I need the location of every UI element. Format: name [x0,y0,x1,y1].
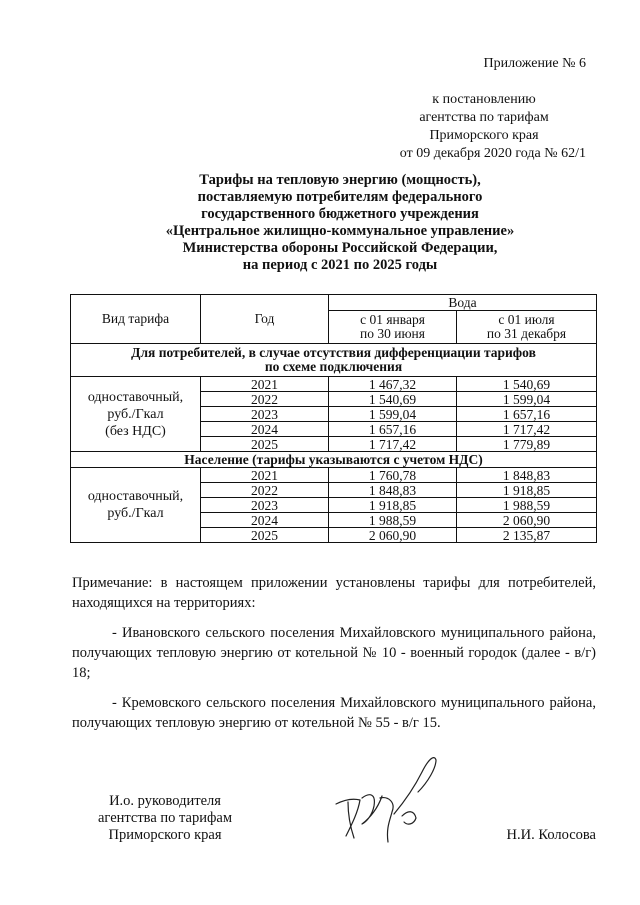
header-first-half: с 01 января по 30 июня [329,311,457,344]
value-cell: 1 599,04 [457,392,597,407]
appendix-number: Приложение № 6 [483,56,586,71]
value-cell: 1 918,85 [457,483,597,498]
value-cell: 1 599,04 [329,407,457,422]
note-item-kremovskoe: - Кремовского сельского поселения Михайловского муниципального района, получающих тепловую энергию от котельной № 55 - в/г 15. [72,695,596,731]
value-cell: 2 060,90 [457,513,597,528]
handwritten-signature [318,752,448,852]
value-cell: 2 135,87 [457,528,597,543]
value-cell: 1 657,16 [329,422,457,437]
year-cell: 2022 [201,483,329,498]
value-cell: 1 779,89 [457,437,597,452]
tariff-table [70,294,597,543]
note-block [72,573,596,733]
section-title: Для потребителей, в случае отсутствия дифференциации тарифов по схеме подключения [71,344,597,377]
year-cell: 2025 [201,528,329,543]
value-cell: 1 760,78 [329,468,457,483]
year-cell: 2023 [201,407,329,422]
value-cell: 1 717,42 [457,422,597,437]
signatory-name: Н.И. Колосова [506,827,596,843]
header-tariff-type: Вид тарифа [71,295,201,344]
value-cell: 1 540,69 [457,377,597,392]
agency-name: агентства по тарифам [419,110,549,125]
note-intro: Примечание: в настоящем приложении установлены тарифы для потребителей, находящихся на территориях: [72,575,596,611]
title-line: государственного бюджетного учреждения [201,206,479,222]
region-name: Приморского края [429,128,539,143]
value-cell: 1 848,83 [457,468,597,483]
section-title: Население (тарифы указываются с учетом НДС) [71,452,597,468]
header-year: Год [201,295,329,344]
title-line: Министерства обороны Российской Федерации, [182,240,498,256]
year-cell: 2021 [201,468,329,483]
value-cell: 1 918,85 [329,498,457,513]
value-cell: 1 540,69 [329,392,457,407]
value-cell: 1 988,59 [457,498,597,513]
resolution-ref: к постановлению [432,92,536,107]
year-cell: 2024 [201,513,329,528]
year-cell: 2021 [201,377,329,392]
title-line: поставляемую потребителям федерального [197,189,483,205]
year-cell: 2025 [201,437,329,452]
value-cell: 1 717,42 [329,437,457,452]
value-cell: 2 060,90 [329,528,457,543]
resolution-date-number: от 09 декабря 2020 года № 62/1 [399,146,586,161]
note-item-ivanovskoe: - Ивановского сельского поселения Михайловского муниципального района, получающих тепловую энергию от котельной № 10 - военный городок (далее - в/г) 18; [72,625,596,681]
title-line: на период с 2021 по 2025 годы [242,257,438,273]
signatory-position: И.о. руководителя агентства по тарифам Приморского края [98,793,232,843]
header-second-half: с 01 июля по 31 декабря [457,311,597,344]
header-water: Вода [329,295,597,311]
document-title [90,172,590,274]
value-cell: 1 657,16 [457,407,597,422]
year-cell: 2024 [201,422,329,437]
tariff-type-cell: одноставочный, руб./Гкал [71,468,201,543]
value-cell: 1 848,83 [329,483,457,498]
title-line: «Центральное жилищно-коммунальное управление» [165,223,515,239]
title-line: Тарифы на тепловую энергию (мощность), [199,172,481,188]
value-cell: 1 988,59 [329,513,457,528]
tariff-type-cell: одноставочный, руб./Гкал (без НДС) [71,377,201,452]
year-cell: 2022 [201,392,329,407]
year-cell: 2023 [201,498,329,513]
value-cell: 1 467,32 [329,377,457,392]
